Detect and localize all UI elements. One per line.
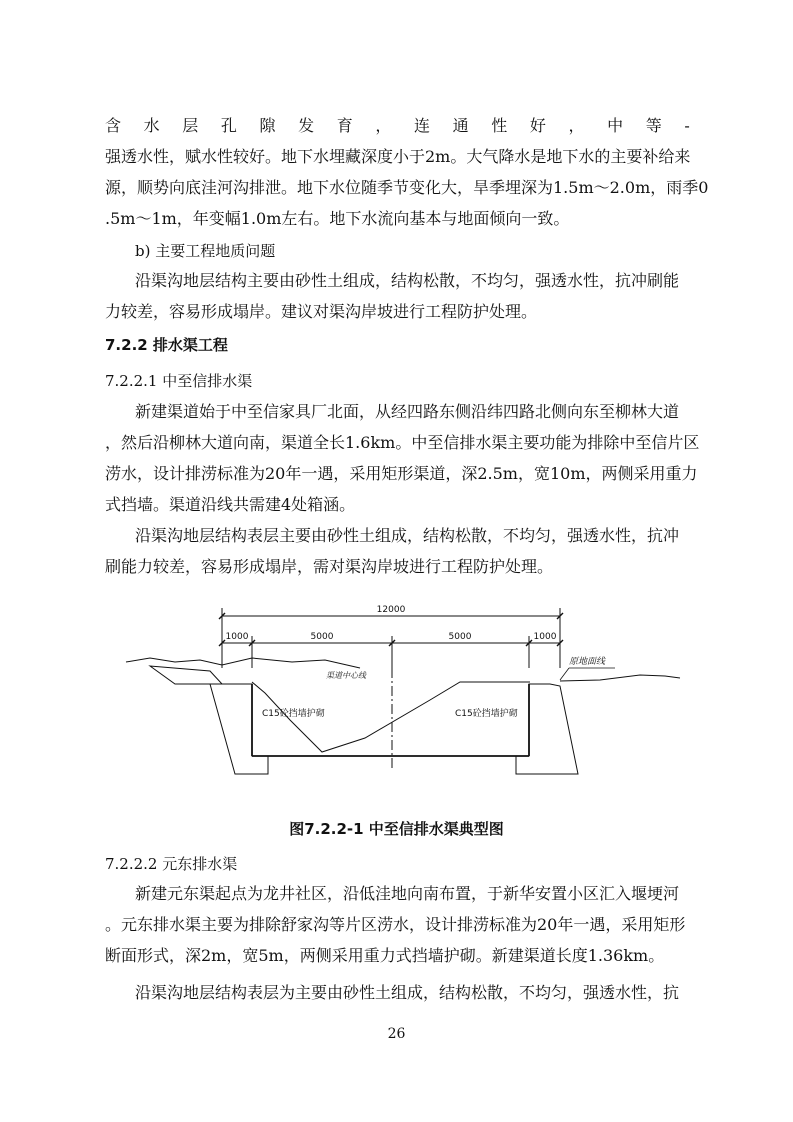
subheading-b: b) 主要工程地质问题 <box>135 242 276 260</box>
center-line-label: 渠道中心线 <box>326 671 366 680</box>
dimension-label-right-half: 5000 <box>448 632 472 642</box>
paragraph-4-line-2: 刷能力较差，容易形成塌岸，需对渠沟岸坡进行工程防护处理。 <box>105 557 554 576</box>
char: 含 <box>105 116 122 135</box>
channel-cross-section-figure <box>0 598 793 808</box>
section-heading-7-2-2: 7.2.2 排水渠工程 <box>105 336 228 354</box>
char: 发 <box>298 116 315 135</box>
paragraph-5-line-1: 新建元东渠起点为龙井社区，沿低洼地向南布置，于新华安置小区汇入堰埂河 <box>135 884 680 903</box>
paragraph-5-line-3: 断面形式，深2m，宽5m，两侧采用重力式挡墙护砌。新建渠道长度1.36km。 <box>105 946 665 965</box>
figure-caption: 图7.2.2-1 中至信排水渠典型图 <box>289 820 504 838</box>
dimension-label-total: 12000 <box>376 605 406 615</box>
char: 层 <box>182 116 199 135</box>
char: 等 <box>645 116 662 135</box>
paragraph-3-line-3: 涝水，设计排涝标准为20年一遇，采用矩形渠道，深2.5m，宽10m，两侧采用重力 <box>105 464 698 483</box>
paragraph-1-line-2: 强透水性，赋水性较好。地下水埋藏深度小于2m。大气降水是地下水的主要补给来 <box>105 147 691 166</box>
paragraph-3-line-2: ，然后沿柳林大道向南，渠道全长1.6km。中至信排水渠主要功能为排除中至信片区 <box>105 433 700 452</box>
char: 通 <box>452 116 469 135</box>
paragraph-5-line-2: 。元东排水渠主要为排除舒家沟等片区涝水，设计排涝标准为20年一遇，采用矩形 <box>105 915 686 934</box>
page-number: 26 <box>387 1026 406 1042</box>
char: - <box>684 116 690 135</box>
paragraph-3-line-1: 新建渠道始于中至信家具厂北面，从经四路东侧沿纬四路北侧向东至柳林大道 <box>135 402 680 421</box>
char: 性 <box>491 116 508 135</box>
paragraph-1-line-3: 源，顺势向底洼河沟排泄。地下水位随季节变化大，旱季埋深为1.5m～2.0m，雨季0 <box>105 178 709 197</box>
char: ， <box>375 116 392 135</box>
section-heading-7-2-2-1: 7.2.2.1 中至信排水渠 <box>105 372 253 390</box>
paragraph-2-line-1: 沿渠沟地层结构主要由砂性土组成，结构松散，不均匀，强透水性，抗冲刷能 <box>135 271 680 290</box>
original-ground-line-right <box>560 675 680 681</box>
right-retaining-wall <box>516 684 578 774</box>
char: 育 <box>336 116 353 135</box>
paragraph-1-line-4: .5m～1m，年变幅1.0m左右。地下水流向基本与地面倾向一致。 <box>105 209 570 228</box>
char: 好 <box>529 116 546 135</box>
char: ， <box>568 116 585 135</box>
paragraph-1-line-1 <box>105 116 690 136</box>
paragraph-6-line-1: 沿渠沟地层结构表层为主要由砂性土组成，结构松散，不均匀，强透水性，抗 <box>135 983 680 1002</box>
paragraph-3-line-4: 式挡墙。渠道沿线共需建4处箱涵。 <box>105 495 356 514</box>
dimension-label-left-half: 5000 <box>310 632 334 642</box>
paragraph-4-line-1: 沿渠沟地层结构表层主要由砂性土组成，结构松散，不均匀，强透水性，抗冲 <box>135 526 680 545</box>
ground-line-label: 原地面线 <box>569 657 606 667</box>
section-heading-7-2-2-2: 7.2.2.2 元东排水渠 <box>105 855 238 873</box>
char: 隙 <box>259 116 276 135</box>
left-wall-label: C15砼挡墙护砌 <box>262 709 325 719</box>
char: 水 <box>143 116 160 135</box>
paragraph-2-line-2: 力较差，容易形成塌岸。建议对渠沟岸坡进行工程防护处理。 <box>105 302 538 321</box>
char: 连 <box>414 116 431 135</box>
left-retaining-wall <box>150 666 268 774</box>
dimension-label-right-edge: 1000 <box>533 632 557 642</box>
char: 中 <box>607 116 624 135</box>
dimension-label-left-edge: 1000 <box>225 632 249 642</box>
right-wall-label: C15砼挡墙护砌 <box>455 709 518 719</box>
char: 孔 <box>220 116 237 135</box>
